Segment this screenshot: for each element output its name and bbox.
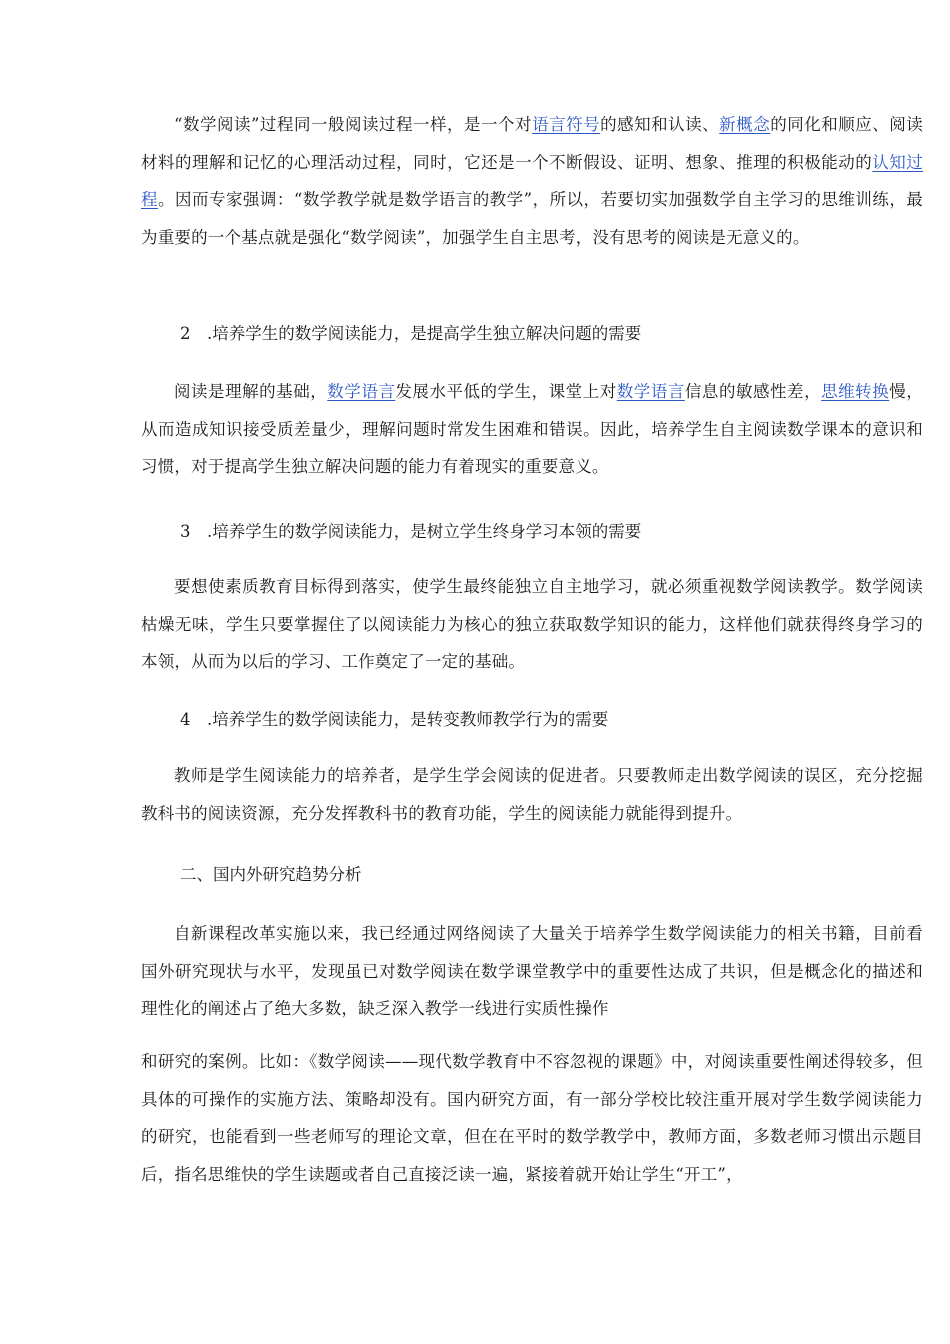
- link-new-concept[interactable]: 新概念: [719, 115, 771, 134]
- link-math-language-2[interactable]: 数学语言: [616, 382, 685, 401]
- paragraph-math-reading-process: “数学阅读”过程同一般阅读过程一样，是一个对语言符号的感知和认读、新概念的同化和顺应、阅读材料的理解和记忆的心理活动过程，同时，它还是一个不断假设、证明、想象、推理的积极能动的认知过程。因而专家强调：“数学教学就是数学语言的教学”，所以，若要切实加强数学自主学习的思维训练，最为重要的一个基点就是强化“数学阅读”，加强学生自主思考，没有思考的阅读是无意义的。: [141, 115, 924, 247]
- section-heading-4: 4 .培养学生的数学阅读能力，是转变教师教学行为的需要: [180, 710, 609, 729]
- link-math-language-1[interactable]: 数学语言: [327, 382, 396, 401]
- link-cognitive-process[interactable]: 认知过程: [141, 152, 923, 209]
- paragraph-research-overview: 自新课程改革实施以来，我已经通过网络阅读了大量关于培养学生数学阅读能力的相关书籍，目前看国外研究现状与水平，发现虽已对数学阅读在数学课堂教学中的重要性达成了共识，但是概念化的描述和理性化的阐述占了绝大多数，缺乏深入教学一线进行实质性操作: [141, 924, 923, 1018]
- paragraph-reading-foundation: 阅读是理解的基础，数学语言发展水平低的学生，课堂上对数学语言信息的敏感性差，思维转换慢，从而造成知识接受质差量少，理解问题时常发生困难和错误。因此，培养学生自主阅读数学课本的意识和习惯，对于提高学生独立解决问题的能力有着现实的重要意义。: [141, 382, 923, 476]
- paragraph-teacher-role: 教师是学生阅读能力的培养者，是学生学会阅读的促进者。只要教师走出数学阅读的误区，充分挖掘教科书的阅读资源，充分发挥教科书的教育功能，学生的阅读能力就能得到提升。: [141, 766, 923, 823]
- link-language-symbols[interactable]: 语言符号: [532, 115, 601, 134]
- section-heading-research-trends: 二、国内外研究趋势分析: [180, 865, 362, 884]
- paragraph-lifelong-learning: 要想使素质教育目标得到落实，使学生最终能独立自主地学习，就必须重视数学阅读教学。数学阅读枯燥无味，学生只要掌握住了以阅读能力为核心的独立获取数学知识的能力，这样他们就获得终身学习的本领，从而为以后的学习、工作奠定了一定的基础。: [141, 577, 923, 671]
- paragraph-research-cases: 和研究的案例。比如：《数学阅读——现代数学教育中不容忽视的课题》中，对阅读重要性阐述得较多，但具体的可操作的实施方法、策略却没有。国内研究方面，有一部分学校比较注重开展对学生数学阅读能力的研究，也能看到一些老师写的理论文章，但在在平时的数学教学中，教师方面，多数老师习惯出示题目后，指名思维快的学生读题或者自己直接泛读一遍，紧接着就开始让学生“开工”，: [141, 1052, 923, 1184]
- section-heading-3: 3 .培养学生的数学阅读能力，是树立学生终身学习本领的需要: [180, 522, 642, 541]
- section-heading-2: 2 .培养学生的数学阅读能力，是提高学生独立解决问题的需要: [180, 324, 642, 343]
- link-thinking-conversion[interactable]: 思维转换: [821, 382, 890, 401]
